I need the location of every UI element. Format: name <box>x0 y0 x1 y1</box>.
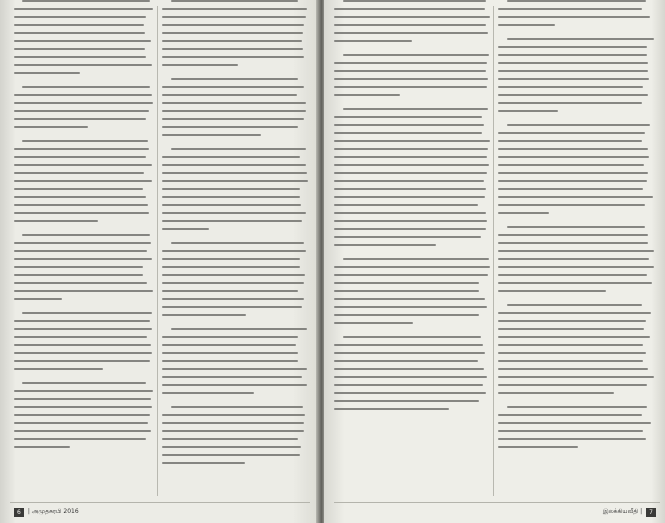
text-line <box>162 368 307 370</box>
text-line <box>162 56 304 58</box>
text-line <box>498 258 649 260</box>
text-line <box>334 408 449 410</box>
text-line <box>162 204 301 206</box>
text-line <box>14 328 152 330</box>
text-line <box>498 282 652 284</box>
text-line <box>14 398 151 400</box>
text-line <box>14 110 149 112</box>
left-page-footer-title: | அமுதசுரபி 2016 <box>27 508 79 515</box>
text-line <box>334 140 490 142</box>
text-line <box>14 16 146 18</box>
text-line <box>334 314 479 316</box>
text-line <box>498 164 644 166</box>
text-line <box>14 204 148 206</box>
text-line <box>498 8 642 10</box>
text-line <box>162 414 305 416</box>
text-line <box>334 212 486 214</box>
text-line <box>14 422 148 424</box>
text-line <box>334 24 486 26</box>
text-line <box>162 306 302 308</box>
text-line <box>162 180 308 182</box>
text-line <box>22 382 146 384</box>
text-line <box>162 250 306 252</box>
text-line <box>498 274 647 276</box>
text-line <box>14 344 151 346</box>
text-line <box>343 336 481 338</box>
text-line <box>334 32 488 34</box>
text-line <box>498 132 645 134</box>
text-line <box>498 430 643 432</box>
right-page <box>324 0 665 523</box>
text-line <box>498 70 648 72</box>
text-line <box>498 384 647 386</box>
text-line <box>14 32 145 34</box>
text-line <box>14 24 144 26</box>
text-line <box>334 16 490 18</box>
text-line <box>507 406 646 408</box>
text-line <box>162 430 304 432</box>
text-line <box>334 78 488 80</box>
text-line <box>498 344 643 346</box>
text-line <box>498 86 643 88</box>
text-line <box>14 8 153 10</box>
right-page-number: 7 <box>646 508 656 517</box>
text-line <box>14 250 147 252</box>
text-line <box>498 446 578 448</box>
left-page-footer <box>10 502 310 519</box>
text-line <box>14 40 151 42</box>
text-line <box>334 266 490 268</box>
text-line <box>14 336 147 338</box>
text-line <box>171 406 303 408</box>
text-line <box>334 376 487 378</box>
text-line <box>162 376 302 378</box>
text-line <box>162 352 298 354</box>
text-line <box>498 250 654 252</box>
text-line <box>334 384 483 386</box>
text-line <box>334 172 487 174</box>
text-line <box>162 438 298 440</box>
right-page-column-divider <box>493 6 494 496</box>
text-line <box>334 282 479 284</box>
text-line <box>14 220 98 222</box>
text-line <box>162 336 298 338</box>
text-line <box>334 40 412 42</box>
text-line <box>162 8 307 10</box>
text-line <box>162 164 306 166</box>
text-line <box>498 46 647 48</box>
text-line <box>162 360 298 362</box>
text-line <box>162 94 297 96</box>
text-line <box>507 38 653 40</box>
text-line <box>162 102 306 104</box>
text-line <box>507 226 645 228</box>
text-line <box>334 290 479 292</box>
text-line <box>162 282 304 284</box>
text-line <box>162 274 305 276</box>
text-line <box>14 438 146 440</box>
right-page-footer <box>334 502 660 519</box>
text-line <box>498 266 654 268</box>
text-line <box>507 304 642 306</box>
left-page-column-1 <box>14 0 154 500</box>
text-line <box>14 148 149 150</box>
right-page-footer-title: இலக்கியவீதி | <box>602 508 643 515</box>
text-line <box>334 196 485 198</box>
text-line <box>498 16 650 18</box>
text-line <box>162 392 254 394</box>
text-line <box>162 314 246 316</box>
text-line <box>343 0 486 2</box>
text-line <box>498 328 644 330</box>
text-line <box>162 266 300 268</box>
text-line <box>14 172 144 174</box>
text-line <box>334 228 486 230</box>
text-line <box>334 132 482 134</box>
text-line <box>14 180 152 182</box>
text-line <box>14 56 146 58</box>
text-line <box>334 400 479 402</box>
text-line <box>162 48 303 50</box>
text-line <box>498 196 653 198</box>
text-line <box>162 196 300 198</box>
text-line <box>14 298 62 300</box>
text-line <box>162 290 298 292</box>
text-line <box>162 384 307 386</box>
text-line <box>14 126 88 128</box>
text-line <box>498 204 645 206</box>
text-line <box>171 328 308 330</box>
text-line <box>14 156 146 158</box>
text-line <box>162 422 304 424</box>
text-line <box>162 258 300 260</box>
text-line <box>14 94 152 96</box>
text-line <box>162 16 306 18</box>
text-line <box>507 0 645 2</box>
text-line <box>498 212 549 214</box>
text-line <box>334 70 486 72</box>
text-line <box>498 392 614 394</box>
text-line <box>498 172 648 174</box>
text-line <box>498 54 647 56</box>
text-line <box>498 352 646 354</box>
text-line <box>162 446 301 448</box>
text-line <box>343 54 489 56</box>
text-line <box>498 422 651 424</box>
text-line <box>334 392 486 394</box>
text-line <box>498 148 648 150</box>
text-line <box>498 290 606 292</box>
text-line <box>14 102 153 104</box>
text-line <box>498 24 555 26</box>
left-page-number: 6 <box>14 508 24 517</box>
text-line <box>162 344 296 346</box>
text-line <box>162 126 298 128</box>
text-line <box>334 244 436 246</box>
left-page-column-2 <box>162 0 308 500</box>
text-line <box>14 196 146 198</box>
text-line <box>171 242 305 244</box>
text-line <box>498 360 643 362</box>
text-line <box>334 322 413 324</box>
text-line <box>162 156 300 158</box>
text-line <box>162 134 261 136</box>
text-line <box>14 430 151 432</box>
text-line <box>162 24 304 26</box>
text-line <box>334 344 483 346</box>
text-line <box>14 64 152 66</box>
text-line <box>334 156 487 158</box>
text-line <box>14 212 149 214</box>
text-line <box>334 164 489 166</box>
text-line <box>498 376 654 378</box>
text-line <box>171 0 298 2</box>
text-line <box>14 164 152 166</box>
text-line <box>14 274 143 276</box>
text-line <box>162 64 238 66</box>
text-line <box>14 290 153 292</box>
text-line <box>14 352 152 354</box>
text-line <box>14 446 70 448</box>
text-line <box>14 406 152 408</box>
text-line <box>343 108 488 110</box>
text-line <box>22 234 150 236</box>
text-line <box>162 172 307 174</box>
text-line <box>498 414 642 416</box>
text-line <box>498 102 642 104</box>
text-line <box>14 414 150 416</box>
text-line <box>334 306 487 308</box>
text-line <box>171 148 307 150</box>
text-line <box>498 156 649 158</box>
text-line <box>22 0 150 2</box>
text-line <box>334 62 487 64</box>
left-page-column-divider <box>157 6 158 496</box>
text-line <box>22 312 151 314</box>
text-line <box>334 274 488 276</box>
text-line <box>14 368 103 370</box>
text-line <box>334 236 481 238</box>
text-line <box>14 390 153 392</box>
text-line <box>162 212 306 214</box>
text-line <box>498 188 643 190</box>
text-line <box>343 258 489 260</box>
text-line <box>498 110 558 112</box>
text-line <box>14 72 80 74</box>
right-page-column-1 <box>334 0 490 500</box>
text-line <box>498 320 646 322</box>
text-line <box>162 462 245 464</box>
text-line <box>334 368 484 370</box>
text-line <box>22 140 147 142</box>
text-line <box>162 188 300 190</box>
text-line <box>334 94 400 96</box>
text-line <box>334 116 482 118</box>
text-line <box>334 298 485 300</box>
text-line <box>334 8 485 10</box>
text-line <box>14 242 151 244</box>
text-line <box>162 454 300 456</box>
text-line <box>498 242 648 244</box>
text-line <box>14 258 152 260</box>
text-line <box>334 220 487 222</box>
text-line <box>162 86 304 88</box>
text-line <box>334 360 478 362</box>
text-line <box>498 62 648 64</box>
text-line <box>14 118 146 120</box>
text-line <box>14 282 147 284</box>
text-line <box>334 86 487 88</box>
text-line <box>498 234 648 236</box>
text-line <box>14 360 150 362</box>
text-line <box>14 266 143 268</box>
text-line <box>334 352 485 354</box>
text-line <box>334 188 486 190</box>
text-line <box>14 48 145 50</box>
left-page <box>0 0 318 523</box>
text-line <box>334 204 478 206</box>
text-line <box>14 188 143 190</box>
text-line <box>498 78 649 80</box>
text-line <box>22 86 149 88</box>
text-line <box>162 220 302 222</box>
text-line <box>334 148 488 150</box>
text-line <box>334 124 484 126</box>
text-line <box>507 124 650 126</box>
text-line <box>171 78 298 80</box>
text-line <box>162 228 209 230</box>
text-line <box>14 320 150 322</box>
text-line <box>162 110 306 112</box>
text-line <box>162 298 304 300</box>
text-line <box>162 40 302 42</box>
text-line <box>498 312 651 314</box>
text-line <box>498 140 642 142</box>
text-line <box>498 94 648 96</box>
text-line <box>498 438 646 440</box>
text-line <box>162 32 303 34</box>
text-line <box>498 180 647 182</box>
text-line <box>498 336 650 338</box>
right-page-column-2 <box>498 0 654 500</box>
text-line <box>162 118 304 120</box>
text-line <box>334 180 484 182</box>
text-line <box>498 368 648 370</box>
